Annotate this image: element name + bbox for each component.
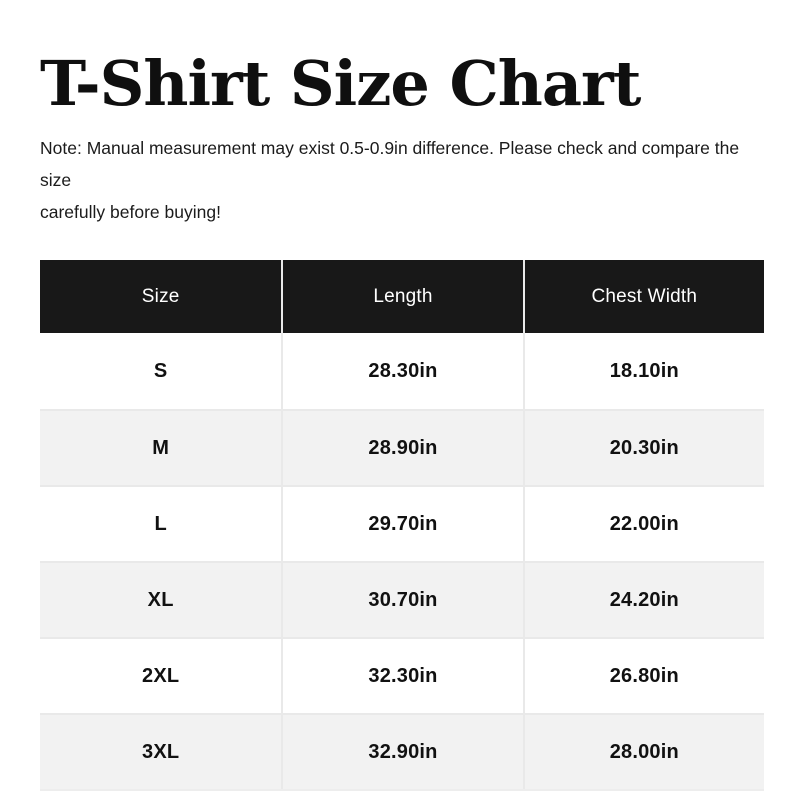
- table-header-row: [40, 260, 764, 333]
- chest-width-cell: 24.20in: [523, 563, 764, 637]
- table-row: [40, 713, 764, 789]
- length-cell: 28.30in: [281, 333, 522, 409]
- page-title: T-Shirt Size Chart: [40, 47, 641, 120]
- column-header-size: Size: [141, 285, 180, 307]
- note-line-1: Note: Manual measurement may exist 0.5-0.9in difference. Please check and compare the size: [40, 138, 740, 190]
- size-chart-table: [40, 260, 764, 791]
- size-cell: XL: [147, 588, 174, 611]
- chest-width-cell: 20.30in: [523, 411, 764, 485]
- table-row: [40, 409, 764, 485]
- length-cell: 32.30in: [281, 639, 522, 713]
- table-row: [40, 485, 764, 561]
- length-cell: 29.70in: [281, 487, 522, 561]
- note-text: [40, 132, 762, 228]
- size-cell: 2XL: [142, 664, 180, 687]
- table-row: [40, 333, 764, 409]
- chest-width-cell: 26.80in: [523, 639, 764, 713]
- length-cell: 28.90in: [281, 411, 522, 485]
- size-cell: S: [153, 359, 168, 382]
- length-cell: 30.70in: [281, 563, 522, 637]
- size-cell: 3XL: [142, 740, 180, 763]
- size-cell: L: [154, 512, 167, 535]
- chest-width-cell: 28.00in: [523, 715, 764, 789]
- chest-width-cell: 22.00in: [523, 487, 764, 561]
- column-header-chest-width: Chest Width: [523, 260, 764, 333]
- column-header-length: Length: [281, 260, 522, 333]
- note-line-2: carefully before buying!: [40, 202, 221, 222]
- length-cell: 32.90in: [281, 715, 522, 789]
- table-row: [40, 637, 764, 713]
- table-row: [40, 561, 764, 637]
- size-cell: M: [152, 436, 170, 459]
- chest-width-cell: 18.10in: [523, 333, 764, 409]
